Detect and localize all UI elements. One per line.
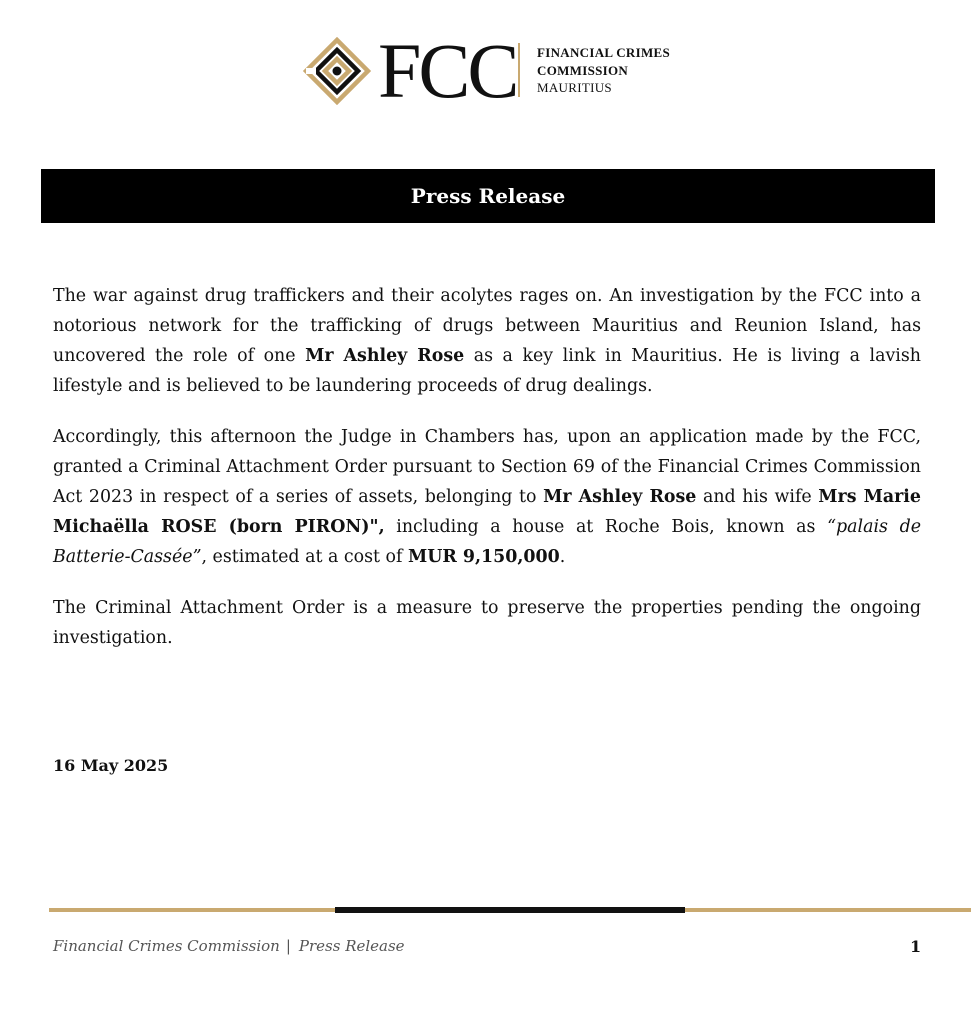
press-release-banner — [41, 169, 935, 223]
footer-rule-black — [335, 907, 685, 913]
banner-title: Press Release — [410, 184, 566, 208]
text-run: . — [559, 547, 566, 567]
logo-divider — [518, 43, 520, 97]
paragraph-3 — [53, 593, 921, 653]
person-name: Mrs Marie Michaëlla ROSE (born PIRON)", — [53, 487, 921, 537]
press-release-body — [53, 281, 921, 674]
text-run: The Criminal Attachment Order is a measure to preserve the properties pending the ongoing investigation. — [53, 598, 921, 648]
footer-rule-gold-right — [685, 908, 971, 912]
paragraph-2 — [53, 422, 921, 572]
logo-line-1: FINANCIAL CRIMES — [537, 45, 671, 60]
property-name: “palais de Batterie-Cassée” — [53, 517, 921, 567]
person-name: Mr Ashley Rose — [305, 346, 465, 366]
text-run: and his wife — [696, 487, 819, 507]
asset-value: MUR 9,150,000 — [407, 547, 560, 567]
logo-abbreviation: FCC — [378, 27, 517, 114]
footer-separator: | — [285, 937, 291, 955]
text-run: including a house at Roche Bois, known as — [384, 517, 828, 537]
letterhead — [0, 0, 980, 150]
footer-rule-gold-left — [49, 908, 335, 912]
footer-org: Financial Crimes Commission — [53, 937, 280, 955]
footer-label — [53, 937, 405, 955]
footer-section: Press Release — [298, 937, 405, 955]
text-run: The war against drug traffickers and their acolytes rages on. An investigation by the FCC into a notorious network for the trafficking of drugs between Mauritius and Reunion Island, has uncovered the role of one — [53, 286, 921, 366]
text-run: , estimated at a cost of — [201, 547, 408, 567]
text-run: as a key link in Mauritius. He is living a lavish lifestyle and is believed to be laundering proceeds of drug dealings. — [53, 346, 921, 396]
logo-line-3: MAURITIUS — [537, 80, 612, 95]
logo-line-2: COMMISSION — [537, 62, 629, 78]
fcc-diamond-logo-icon — [303, 37, 371, 105]
release-date: 16 May 2025 — [53, 756, 169, 775]
paragraph-1 — [53, 281, 921, 401]
text-run: Accordingly, this afternoon the Judge in Chambers has, upon an application made by the FCC, granted a Criminal Attachment Order pursuant to Section 69 of the Financial Crimes Commission Act 2023 in respect of a series of assets, belonging to — [53, 427, 921, 507]
person-name: Mr Ashley Rose — [543, 487, 697, 507]
logo-org-name — [537, 44, 670, 97]
page-number: 1 — [910, 937, 922, 956]
